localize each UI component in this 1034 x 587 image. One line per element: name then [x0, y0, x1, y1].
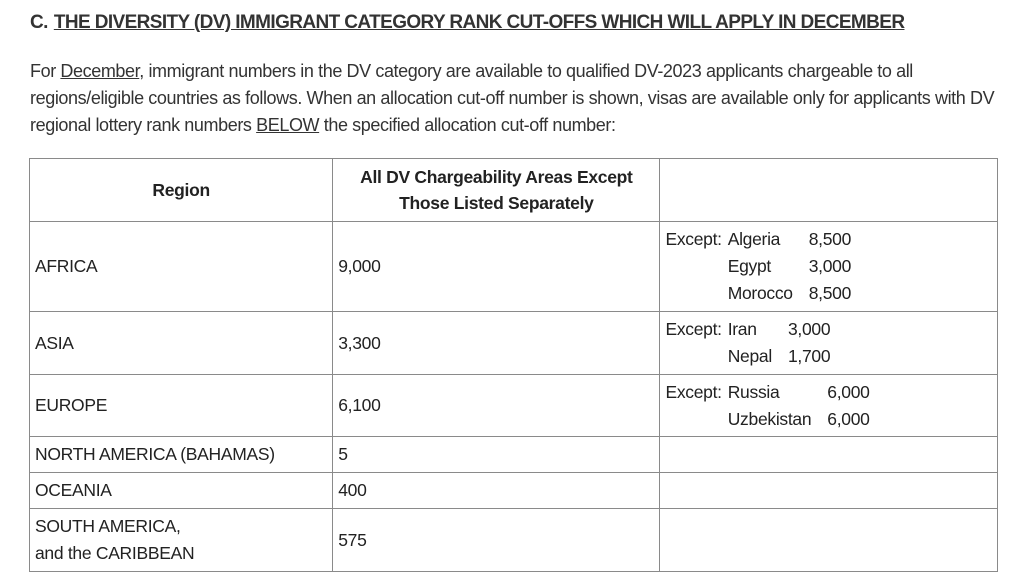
- section-heading: [30, 12, 904, 34]
- header-all-areas-line2: Those Listed Separately: [399, 193, 594, 213]
- region-cell: NORTH AMERICA (BAHAMAS): [30, 437, 333, 473]
- region-cell: ASIA: [30, 312, 333, 375]
- except-label: Except:: [665, 381, 722, 402]
- region-line1: SOUTH AMERICA,: [35, 516, 181, 536]
- except-country: Nepal: [727, 346, 772, 366]
- except-country: Russia: [727, 381, 780, 402]
- table-row: [30, 437, 998, 473]
- region-cell: [30, 509, 333, 572]
- table-row: [30, 375, 998, 437]
- except-label: Except:: [665, 319, 722, 339]
- table-row: [30, 509, 998, 572]
- cutoff-cell: 6,100: [333, 375, 660, 437]
- header-all-areas: [333, 159, 660, 222]
- intro-text-2: , immigrant numbers in the DV category are available to qualified DV-2023 applicants chargeable to all regions/eligible countries as follows. When an allocation cut-off number is shown, visas are available only for applicants with DV regional lottery rank numbers: [30, 61, 995, 135]
- exceptions-list: [665, 226, 992, 307]
- except-country: Iran: [727, 319, 757, 339]
- region-cell: AFRICA: [30, 222, 333, 312]
- except-country: Uzbekistan: [727, 408, 812, 429]
- intro-text-1: For: [30, 61, 61, 81]
- region-cell: OCEANIA: [30, 473, 333, 509]
- intro-paragraph: [30, 58, 1020, 139]
- exceptions-cell: [660, 473, 998, 509]
- header-exceptions: [660, 159, 998, 222]
- cutoff-cell: 5: [333, 437, 660, 473]
- except-value: 8,500: [808, 283, 852, 303]
- cutoff-table: [29, 158, 998, 572]
- header-region: Region: [30, 159, 333, 222]
- table-row: [30, 312, 998, 375]
- table-row: [30, 473, 998, 509]
- region-line2: and the CARIBBEAN: [35, 543, 195, 563]
- except-country: Morocco: [727, 283, 793, 303]
- except-value: 3,000: [787, 319, 831, 339]
- table-header-row: [30, 159, 998, 222]
- except-country: Egypt: [727, 256, 771, 276]
- table-row: [30, 222, 998, 312]
- exceptions-cell: [660, 375, 998, 437]
- exceptions-cell: [660, 222, 998, 312]
- header-all-areas-line1: All DV Chargeability Areas Except: [360, 167, 633, 187]
- cutoff-cell: 400: [333, 473, 660, 509]
- except-value: 6,000: [827, 408, 870, 429]
- region-cell: EUROPE: [30, 375, 333, 437]
- except-value: 6,000: [827, 381, 870, 402]
- except-value: 8,500: [808, 229, 852, 249]
- exceptions-list: [665, 316, 992, 370]
- cutoff-cell: 575: [333, 509, 660, 572]
- exceptions-list: [665, 379, 992, 433]
- intro-below: BELOW: [256, 115, 320, 135]
- except-label: Except:: [665, 229, 722, 249]
- intro-month: December: [60, 61, 140, 81]
- exceptions-cell: [660, 312, 998, 375]
- exceptions-cell: [660, 509, 998, 572]
- exceptions-cell: [660, 437, 998, 473]
- section-title: THE DIVERSITY (DV) IMMIGRANT CATEGORY RANK CUT-OFFS WHICH WILL APPLY IN DECEMBER: [53, 12, 905, 33]
- cutoff-cell: 3,300: [333, 312, 660, 375]
- except-value: 3,000: [808, 256, 852, 276]
- except-value: 1,700: [787, 346, 831, 366]
- intro-text-3: the specified allocation cut-off number:: [319, 115, 616, 135]
- section-label: C.: [30, 12, 48, 33]
- except-country: Algeria: [727, 229, 781, 249]
- cutoff-cell: 9,000: [333, 222, 660, 312]
